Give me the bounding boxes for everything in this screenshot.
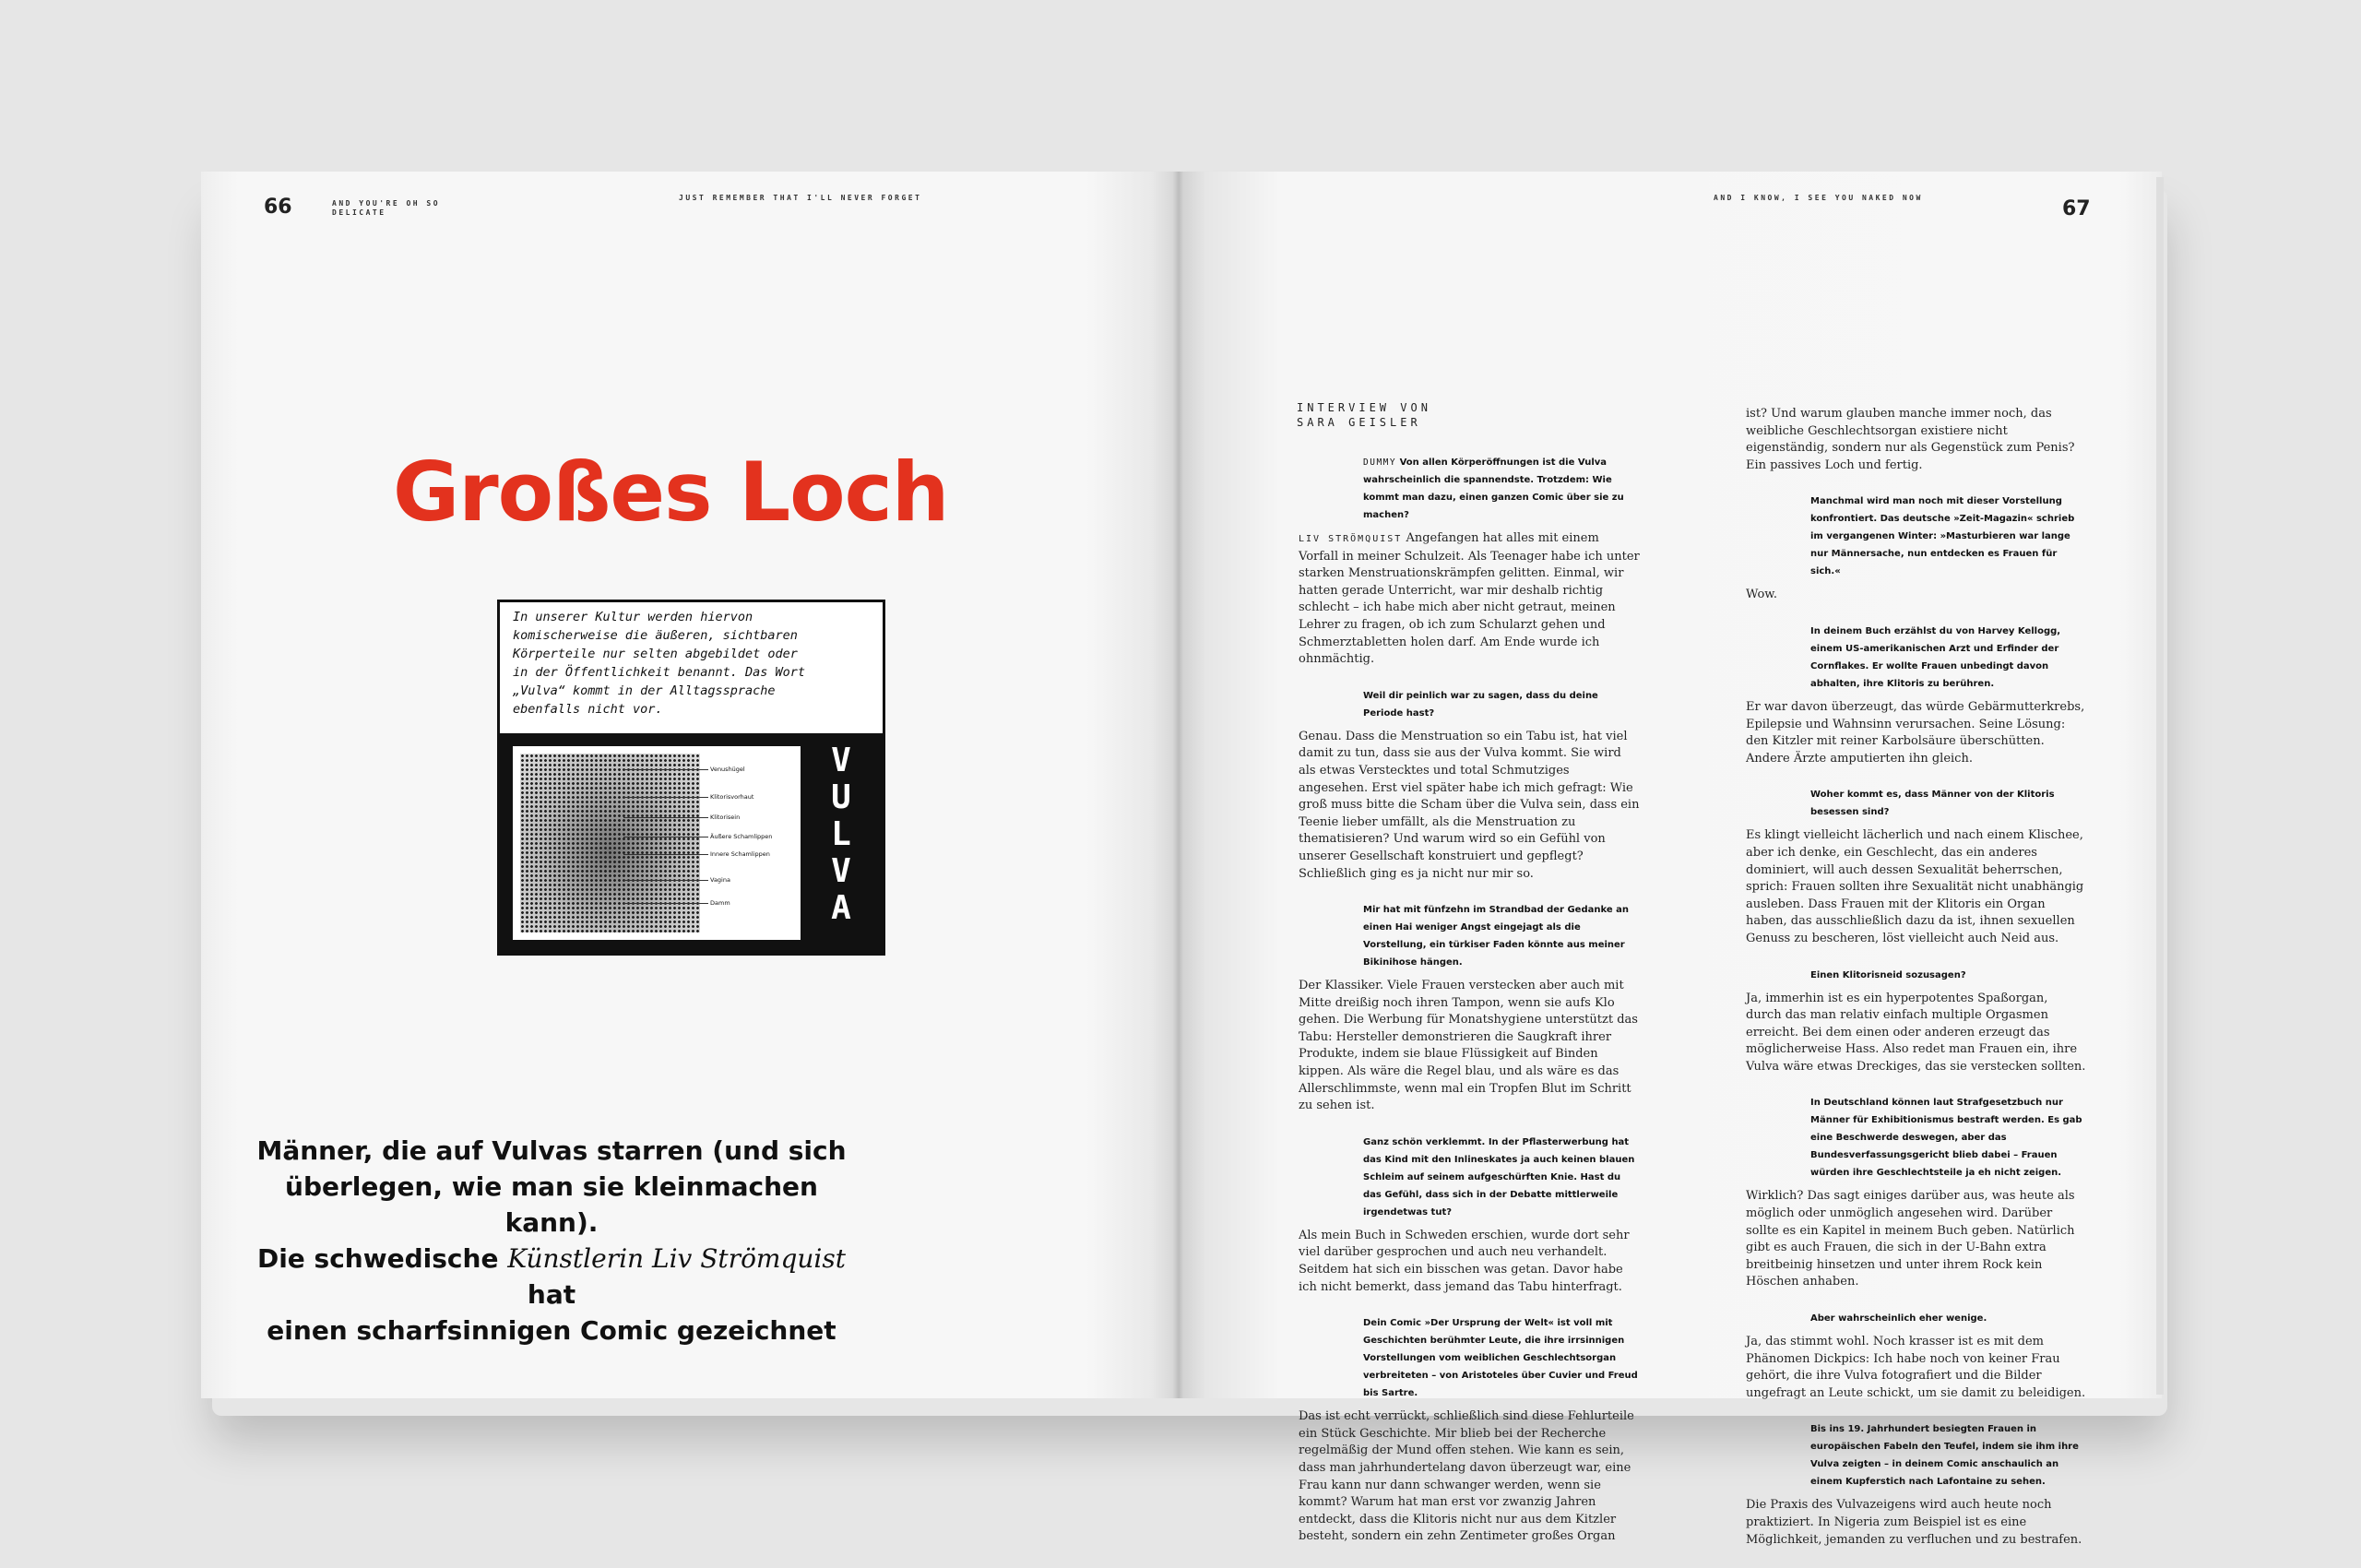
label-line (623, 817, 708, 818)
interview-question: Dein Comic »Der Ursprung der Welt« ist voll mit Geschichten berühmter Leute, die ihre irrsinnigen Vorstellungen vom weiblichen Geschlechtsorgan verbreiteten – von Aristoteles über Cuvier und Freud bis Sartre. (1363, 1318, 1638, 1399)
page-edge (2156, 177, 2164, 1395)
comic-panel (500, 733, 883, 953)
standfirst-text: Die schwedische (256, 1243, 508, 1274)
interview-question: Einen Klitorisneid sozusagen? (1810, 969, 1966, 980)
label-line (623, 903, 708, 904)
interview-answer: Es klingt vielleicht lächerlich und nach einem Klischee, aber ich denke, ein Geschlecht, das ein anderes dominiert, will auch dessen Sexualität beherrschen, sprich: Frauen sollten ihre Sexualität nicht unabhängig ausleben. Dass Frauen mit der Klitoris ein Organ haben, das ausschließlich dazu da ist, ihnen sexuellen Genuss zu bescheren, löst vielleicht auch Neid aus. (1746, 828, 2084, 945)
diagram-label: Klitorisvorhaut (710, 793, 754, 801)
headline: Großes Loch (393, 445, 949, 540)
vertical-letter: L (831, 815, 851, 853)
interview-question: Manchmal wird man noch mit dieser Vorstellung konfrontiert. Das deutsche »Zeit-Magazin« schrieb im vergangenen Winter: »Masturbieren war lange nur Männersache, nun entdecken es Frauen für sich.« (1810, 496, 2075, 577)
interview-question: Bis ins 19. Jahrhundert besiegten Frauen in europäischen Fabeln den Teufel, indem sie ihm ihre Vulva zeigten – in deinem Comic anschaulich an einem Kupferstich nach Lafontaine zu sehen. (1810, 1424, 2079, 1488)
standfirst (256, 1133, 847, 1348)
magazine-spine (1173, 172, 1184, 1398)
standfirst-line (256, 1241, 847, 1313)
vertical-letter: V (831, 742, 851, 779)
interview-answer: Er war davon überzeugt, das würde Gebärmutterkrebs, Epilepsie und Wahnsinn verursachen. Seine Lösung: den Kitzler mit reiner Karbolsäure überschütten. Andere Ärzte amputierten ihn gleich. (1746, 699, 2085, 766)
interview-question: In deinem Buch erzählst du von Harvey Kellogg, einem US-amerikanischen Arzt und Erfinder der Cornflakes. Er wollte Frauen unbedingt davon abhalten, ihre Klitoris zu berühren. (1810, 625, 2061, 689)
comic-illustration (497, 600, 885, 956)
interview-answer: Das ist echt verrückt, schließlich sind diese Fehlurteile ein Stück Geschichte. Mir blieb bei der Recherche regelmäßig der Mund offen stehen. Wie kann es sein, dass man jahrhundertelang davon überzeugt war, eine Frau kann nur dann schwanger werden, wenn sie kommt? Warum hat man erst vor zwanzig Jahren entdeckt, dass die Klitoris nicht nur aus dem Kitzler besteht, sondern ein zehn Zentimeter großes Organ (1299, 1409, 1634, 1544)
interview-question: Ganz schön verklemmt. In der Pflasterwerbung hat das Kind mit den Inlineskates ja auch keinen blauen Schleim auf seinem aufgeschürften Knie. Hast du das Gefühl, dass sich in der Debatte mittlerweile irgendetwas tut? (1363, 1136, 1635, 1218)
standfirst-line: überlegen, wie man sie kleinmachen kann). (285, 1171, 818, 1238)
interview-column-2 (1746, 406, 2087, 1567)
interview-answer: Wirklich? Das sagt einiges darüber aus, was heute als möglich oder unmöglich angesehen wird. Darüber sollte es ein Kapitel in meinem Buch geben. Natürlich gibt es auch Frauen, die sich in der U-Bahn extra breitbeinig hinsetzen und unter ihrem Rock kein Höschen anhaben. (1746, 1189, 2075, 1289)
interview-question (1363, 454, 1640, 524)
interview-question: Mir hat mit fünfzehn im Strandbad der Gedanke an einen Hai weniger Angst eingejagt als die Vorstellung, ein türkiser Faden könnte aus meiner Bikinihose hängen. (1363, 905, 1629, 968)
diagram-label: Damm (710, 899, 730, 907)
interview-answer: Wow. (1746, 588, 1778, 602)
vertical-letter: V (831, 852, 851, 890)
vulva-vertical-word (823, 742, 860, 927)
left-page (201, 172, 1179, 1398)
label-line (623, 854, 708, 855)
page-number-right: 67 (2062, 197, 2091, 220)
interview-question: Aber wahrscheinlich eher wenige. (1810, 1313, 1987, 1324)
right-page (1179, 172, 2162, 1547)
vertical-letter: U (831, 778, 851, 816)
standfirst-line: Männer, die auf Vulvas starren (und sich (256, 1135, 847, 1166)
diagram-label: Äußere Schamlippen (710, 833, 773, 840)
diagram-label: Venushügel (710, 766, 745, 773)
byline: INTERVIEW VON SARA GEISLER (1297, 401, 1431, 429)
answer-text: Angefangen hat alles mit einem Vorfall in meiner Schulzeit. Als Teenager habe ich unter starken Menstruationskrämpfen gelitten. Einmal, wir hatten gerade Unterricht, war mir deshalb richtig schlecht – ich habe mich aber nicht getraut, meinen Lehrer zu fragen, ob ich zum Schularzt gehen und Schmerztabletten holen darf. Am Ende wurde ich ohnmächtig. (1299, 531, 1640, 667)
standfirst-artist: Künstlerin Liv Strömquist (507, 1243, 847, 1274)
interview-column-1 (1299, 454, 1640, 1564)
standfirst-line: einen scharfsinnigen Comic gezeichnet (267, 1315, 836, 1346)
speaker-label: LIV STRÖMQUIST (1299, 534, 1403, 544)
label-line (623, 797, 708, 798)
label-line (623, 880, 708, 881)
running-head-left: AND YOU'RE OH SO DELICATE (332, 199, 441, 217)
interview-answer: Die Praxis des Vulvazeigens wird auch heute noch praktiziert. In Nigeria zum Beispiel ist es eine Möglichkeit, jemanden zu verfluchen und zu bestrafen. (1746, 1498, 2082, 1547)
vertical-letter: A (831, 889, 851, 927)
comic-caption: In unserer Kultur werden hiervon komischerweise die äußeren, sichtbaren Körperteile nur selten abgebildet oder in der Öffentlichkeit benannt. Das Wort „Vulva“ kommt in der Alltagssprache ebenfalls nicht vor. (513, 610, 805, 717)
interview-answer: Genau. Dass die Menstruation so ein Tabu ist, hat viel damit zu tun, dass sie aus der Vulva kommt. Sie wird als etwas Verstecktes und total Schmutziges angesehen. Erst viel später habe ich mich gefragt: Wie groß muss bitte die Scham über die Vulva sein, dass ein Teenie lieber umfällt, als die Menstruation zu thematisieren? Und warum wird so ein Gefühl von unserer Gesellschaft konstruiert und gepflegt? Schließlich ging es ja nicht nur mir so. (1299, 729, 1640, 881)
interview-answer: Der Klassiker. Viele Frauen verstecken aber auch mit Mitte dreißig noch ihren Tampon, wenn sie aufs Klo gehen. Die Werbung für Monatshygiene unterstützt das Tabu: Hersteller demonstrieren die Saugkraft ihrer Produkte, indem sie blaue Flüssigkeit auf Binden kippen. Als wäre die Regel blau, und als wäre es das Allerschlimmste, wenn mal ein Tropfen Blut im Schritt zu sehen ist. (1299, 979, 1638, 1113)
interview-answer (1299, 530, 1640, 669)
label-line (623, 769, 708, 770)
running-head-center: JUST REMEMBER THAT I'LL NEVER FORGET (679, 194, 922, 202)
diagram-label: Vagina (710, 876, 730, 884)
interview-question: Woher kommt es, dass Männer von der Klitoris besessen sind? (1810, 790, 2055, 818)
interview-answer: ist? Und warum glauben manche immer noch, das weibliche Geschlechtsorgan existiere nicht eigenständig, sondern nur als Gegenstück zum Penis? Ein passives Loch und fertig. (1746, 407, 2075, 472)
running-head-right: AND I KNOW, I SEE YOU NAKED NOW (1714, 194, 1923, 202)
interview-question: Weil dir peinlich war zu sagen, dass du deine Periode hast? (1363, 690, 1598, 719)
diagram-label: Klitorisein (710, 814, 741, 821)
anatomy-diagram (513, 746, 801, 940)
interview-answer: Als mein Buch in Schweden erschien, wurde dort sehr viel darüber gesprochen und auch neu verhandelt. Seitdem hat sich ein bisschen was getan. Davor habe ich nicht bemerkt, dass jemand das Tabu hinterfragt. (1299, 1228, 1630, 1294)
question-text: Von allen Körperöffnungen ist die Vulva wahrscheinlich die spannendste. Trotzdem: Wie kommt man dazu, einen ganzen Comic über sie zu machen? (1363, 457, 1624, 520)
interview-answer: Ja, das stimmt wohl. Noch krasser ist es mit dem Phänomen Dickpics: Ich habe noch von keiner Frau gehört, die ihre Vulva fotografiert und die Bilder ungefragt an Leute schickt, um sie damit zu beleidigen. (1746, 1335, 2086, 1400)
interview-answer: Ja, immerhin ist es ein hyperpotentes Spaßorgan, durch das man relativ einfach multiple Orgasmen erreicht. Bei dem einen oder anderen erzeugt das möglicherweise Hass. Also redet man Frauen ein, ihre Vulva wäre etwas Dreckiges, das sie verstecken sollten. (1746, 991, 2086, 1074)
diagram-label: Innere Schamlippen (710, 850, 770, 858)
standfirst-text: hat (527, 1279, 576, 1310)
halftone-drawing (520, 754, 700, 932)
page-number-left: 66 (264, 196, 292, 219)
speaker-label: DUMMY (1363, 457, 1397, 468)
interview-question: In Deutschland können laut Strafgesetzbuch nur Männer für Exhibitionismus bestraft werden. Es gab eine Beschwerde deswegen, aber das Bundesverfassungsgericht blieb dabei – Frauen würden ihre Geschlechtsteile ja eh nicht zeigen. (1810, 1098, 2082, 1179)
